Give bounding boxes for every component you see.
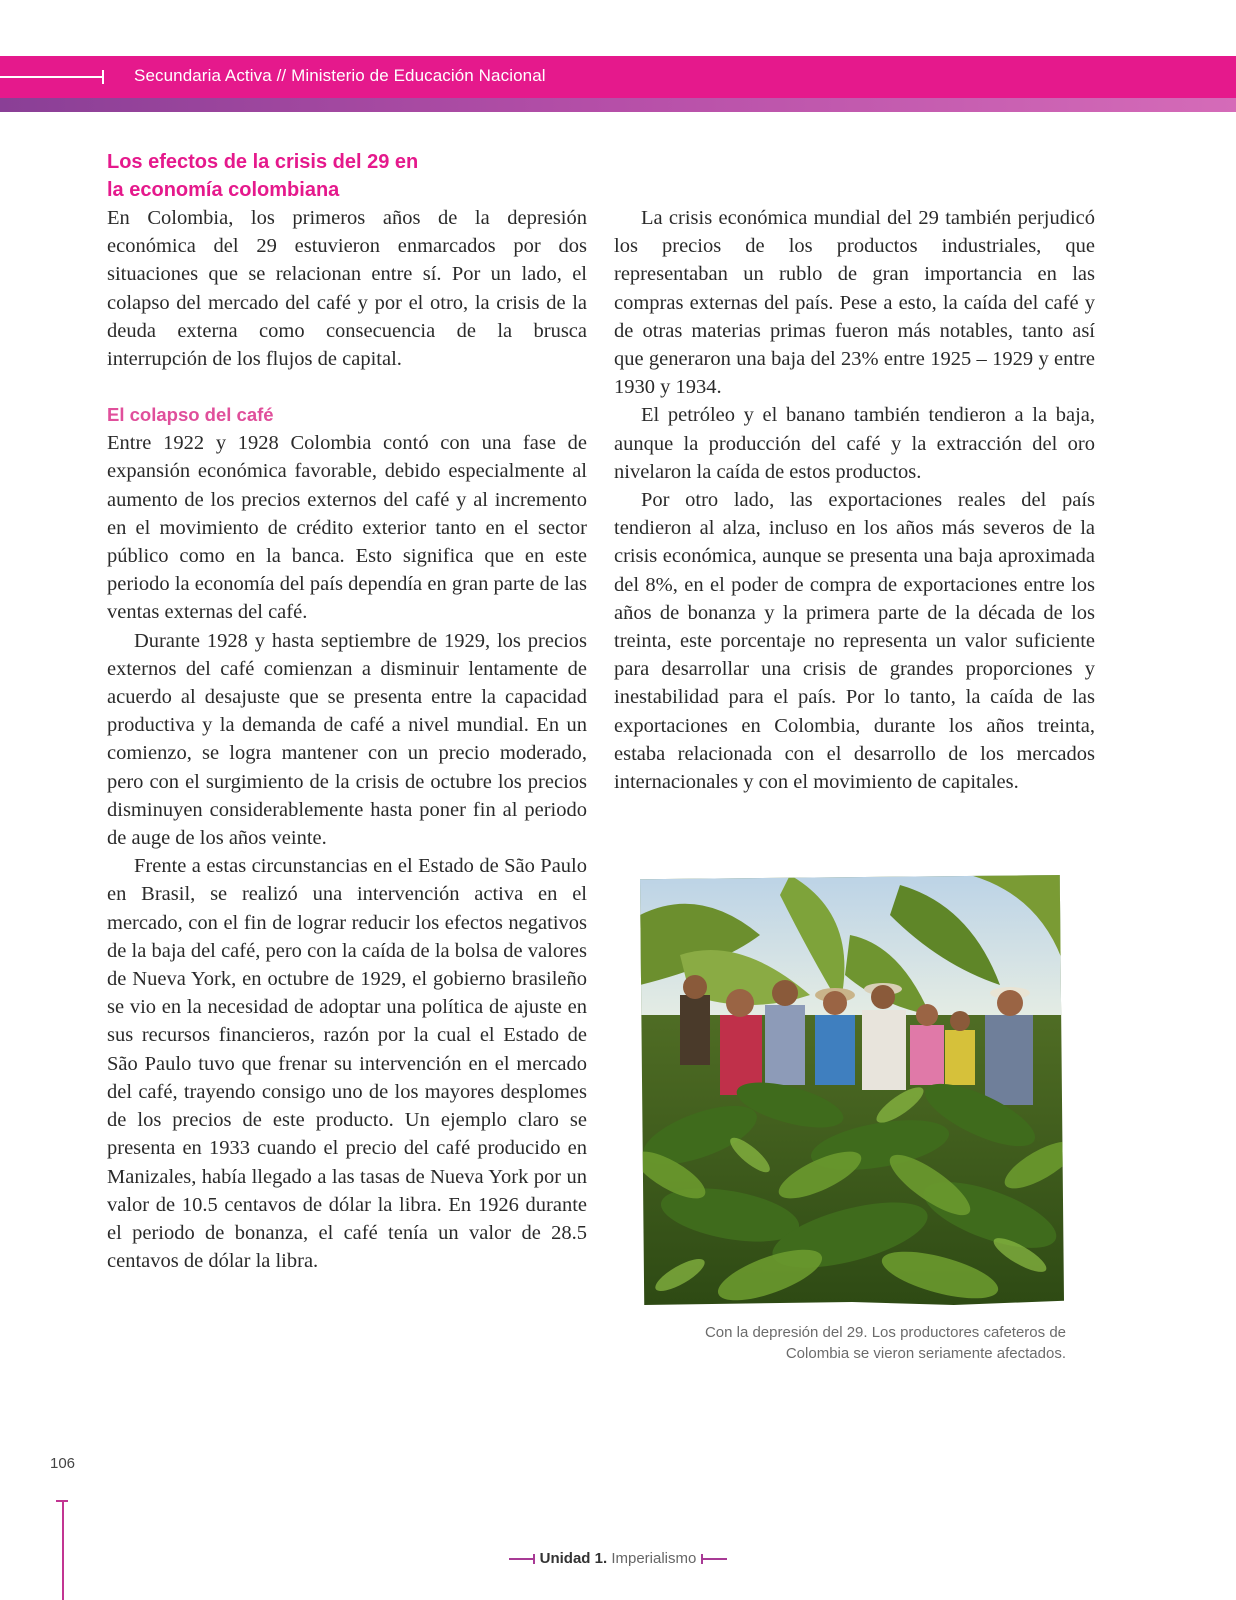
left-paragraph-2: Durante 1928 y hasta septiembre de 1929, los precios externos del café comienzan a disminuir lentamente de acuerdo al desajuste que se presenta entre la capacidad productiva y la demanda de café a nivel mundial. En un comienzo, se logra mantener con un precio moderado, pero con el surgimiento de la crisis de octubre los precios disminuyen considerablemente hasta poner fin al periodo de auge de los años veinte. [107, 629, 587, 850]
header-rule [0, 76, 104, 78]
right-column [614, 204, 1095, 796]
left-paragraph-3: Frente a estas circunstancias en el Estado de São Paulo en Brasil, se realizó una intervención activa en el mercado, con el fin de lograr reducir los efectos negativos de la baja del café, pero con la caída de la bolsa de valores de Nueva York, en octubre de 1929, el gobierno brasileño se vio en la necesidad de adoptar una política de ajuste en sus recursos financieros, razón por la cual el Estado de São Paulo tuvo que frenar su intervención en el mercado del café, trayendo consigo uno de los mayores desplomes de los precios de este producto. Un ejemplo claro se presenta en 1933 cuando el precio del café producido en Manizales, había llegado a las tasas de Nueva York por un valor de 10.5 centavos de dólar la libra. En 1926 durante el periodo de bonanza, el café tenía un valor de 28.5 centavos de dólar la libra. [107, 855, 587, 1273]
section-title-line-2: la economía colombiana [107, 179, 340, 201]
figure [640, 875, 1064, 1305]
header-title: Secundaria Activa // Ministerio de Educación Nacional [134, 66, 546, 85]
page-number: 106 [50, 1455, 76, 1472]
coffee-farmers-photo [640, 875, 1064, 1305]
right-paragraph-1: La crisis económica mundial del 29 también perjudicó los precios de los productos industriales, que representaban un rublo de gran importancia en las compras externas del país. Pese a esto, la caída del café y de otras materias primas fueron más notables, tanto así que generaron una baja del 23% entre 1925 – 1929 y entre 1930 y 1934. [614, 207, 1095, 399]
footer-left-dash [509, 1558, 535, 1560]
section-title [107, 148, 587, 204]
header-rule-tick [102, 70, 104, 84]
footer-unit-name: Imperialismo [611, 1550, 697, 1567]
caption-line-2: Colombia se vieron seriamente afectados. [785, 1345, 1066, 1362]
caption-line-1: Con la depresión del 29. Los productores cafeteros de [704, 1324, 1066, 1341]
section-title-line-1: Los efectos de la crisis del 29 en [107, 151, 419, 173]
right-paragraph-2: El petróleo y el banano también tendieron a la baja, aunque la producción del café y la extracción del oro nivelaron la caída de estos productos. [614, 404, 1095, 483]
footer-unit-label: Unidad 1. [539, 1550, 608, 1567]
footer-right-dash [701, 1558, 727, 1560]
left-paragraph-1: Entre 1922 y 1928 Colombia contó con una fase de expansión económica favorable, debido especialmente al aumento de los precios externos del café y al incremento en el movimiento de crédito exterior tanto en el sector público como en la banca. Esto significa que en este periodo la economía del país dependía en gran parte de las ventas externas del café. [107, 432, 587, 624]
right-paragraph-3: Por otro lado, las exportaciones reales del país tendieron al alza, incluso en los años más severos de la crisis económica, aunque se presenta una baja aproximada del 8%, en el poder de compra de exportaciones entre los años de bonanza y la primera parte de la década de los treinta, este porcentaje no representa un valor suficiente para desarrollar una crisis de grandes proporciones y inestabilidad para el país. Por lo tanto, la caída de las exportaciones en Colombia, durante los años treinta, estaba relacionada con el desarrollo de los mercados internacionales y con el movimiento de capitales. [614, 489, 1095, 794]
left-column [107, 148, 587, 1275]
subsection-title: El colapso del café [107, 404, 274, 426]
intro-paragraph: En Colombia, los primeros años de la depresión económica del 29 estuvieron enmarcados por dos situaciones que se relacionan entre sí. Por un lado, el colapso del mercado del café y por el otro, la crisis de la deuda externa como consecuencia de la brusca interrupción de los flujos de capital. [107, 207, 587, 371]
figure-caption [640, 1322, 1066, 1364]
header-gradient-strip [0, 98, 1236, 112]
footer [0, 1550, 1236, 1567]
margin-rule-tick [56, 1500, 68, 1502]
